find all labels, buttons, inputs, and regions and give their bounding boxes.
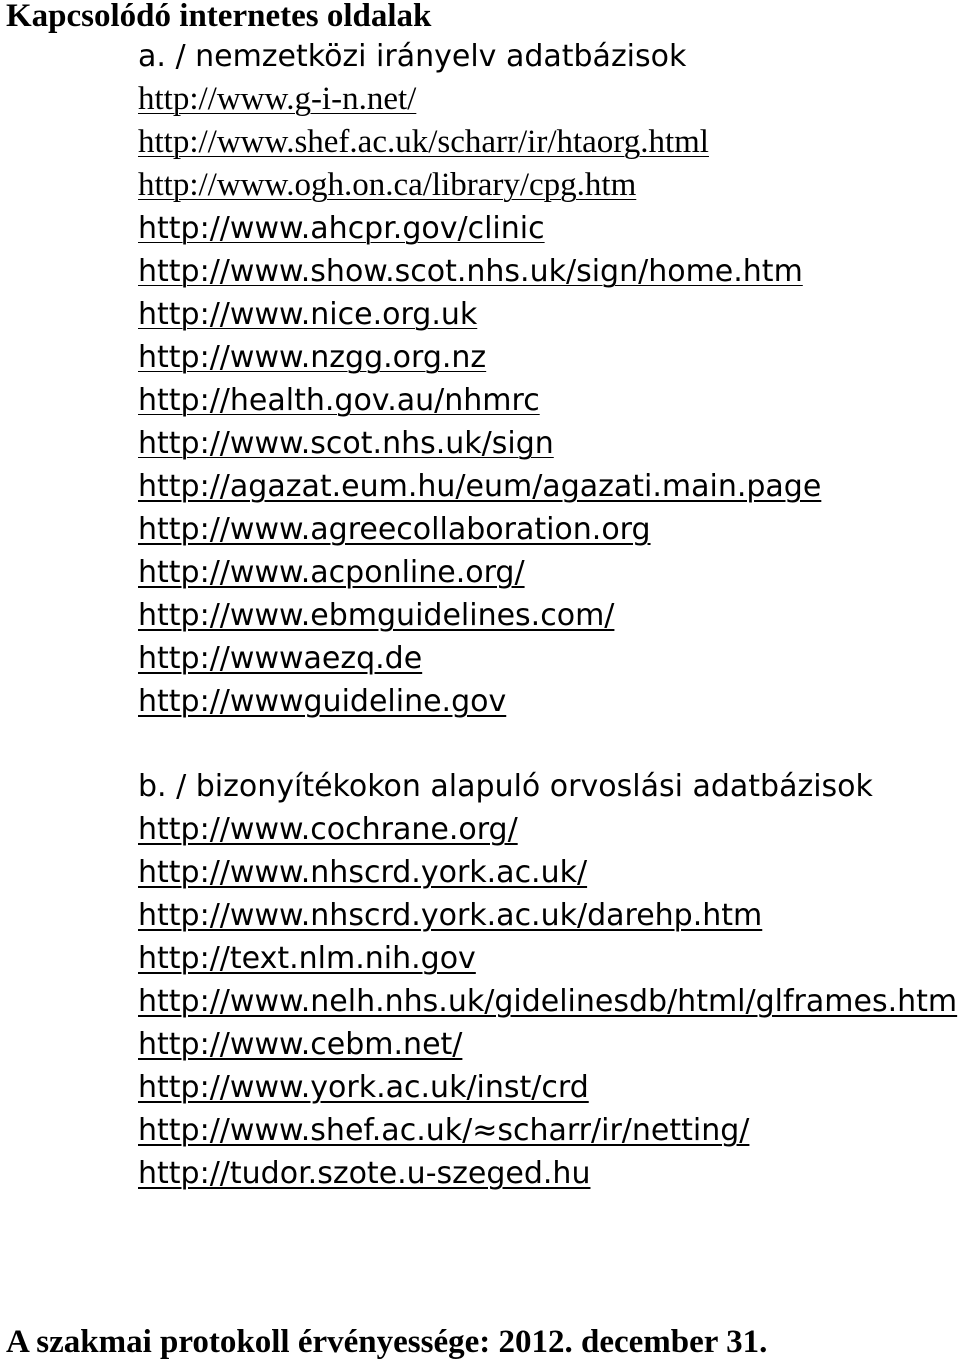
link-nelh-glframes[interactable]: http://www.nelh.nhs.uk/gidelinesdb/html/glframes.htm xyxy=(138,984,958,1019)
section-b-label: b. / bizonyítékokon alapuló orvoslási adatbázisok xyxy=(138,769,873,804)
section-b xyxy=(138,765,957,1195)
link-agreecollaboration[interactable]: http://www.agreecollaboration.org xyxy=(138,512,651,547)
link-cochrane[interactable]: http://www.cochrane.org/ xyxy=(138,812,518,847)
link-cebm[interactable]: http://www.cebm.net/ xyxy=(138,1027,463,1062)
link-text-nlm-nih[interactable]: http://text.nlm.nih.gov xyxy=(138,941,476,976)
validity-footer: A szakmai protokoll érvényessége: 2012. december 31. xyxy=(6,1324,768,1360)
link-guideline-gov[interactable]: http://wwwguideline.gov xyxy=(138,684,507,719)
link-ogh-cpg[interactable]: http://www.ogh.on.ca/library/cpg.htm xyxy=(138,167,637,203)
link-acponline[interactable]: http://www.acponline.org/ xyxy=(138,555,525,590)
link-nzgg[interactable]: http://www.nzgg.org.nz xyxy=(138,340,487,375)
link-shef-netting[interactable]: http://www.shef.ac.uk/≈scharr/ir/netting/ xyxy=(138,1113,750,1148)
link-york-crd[interactable]: http://www.york.ac.uk/inst/crd xyxy=(138,1070,589,1105)
link-aezq[interactable]: http://wwwaezq.de xyxy=(138,641,423,676)
page-heading: Kapcsolódó internetes oldalak xyxy=(6,0,432,34)
link-ahcpr[interactable]: http://www.ahcpr.gov/clinic xyxy=(138,211,545,246)
link-agazat-eum[interactable]: http://agazat.eum.hu/eum/agazati.main.page xyxy=(138,469,822,504)
link-health-gov-au[interactable]: http://health.gov.au/nhmrc xyxy=(138,383,540,418)
link-g-i-n[interactable]: http://www.g-i-n.net/ xyxy=(138,81,417,117)
link-show-scot-sign[interactable]: http://www.show.scot.nhs.uk/sign/home.htm xyxy=(138,254,803,289)
link-nice[interactable]: http://www.nice.org.uk xyxy=(138,297,478,332)
link-scot-nhs-sign[interactable]: http://www.scot.nhs.uk/sign xyxy=(138,426,554,461)
link-ebmguidelines[interactable]: http://www.ebmguidelines.com/ xyxy=(138,598,615,633)
section-a xyxy=(138,35,821,723)
link-nhscrd[interactable]: http://www.nhscrd.york.ac.uk/ xyxy=(138,855,588,890)
section-a-label: a. / nemzetközi irányelv adatbázisok xyxy=(138,39,687,74)
link-nhscrd-darehp[interactable]: http://www.nhscrd.york.ac.uk/darehp.htm xyxy=(138,898,763,933)
link-tudor-szote[interactable]: http://tudor.szote.u-szeged.hu xyxy=(138,1156,591,1191)
link-shef-htaorg[interactable]: http://www.shef.ac.uk/scharr/ir/htaorg.html xyxy=(138,124,709,160)
